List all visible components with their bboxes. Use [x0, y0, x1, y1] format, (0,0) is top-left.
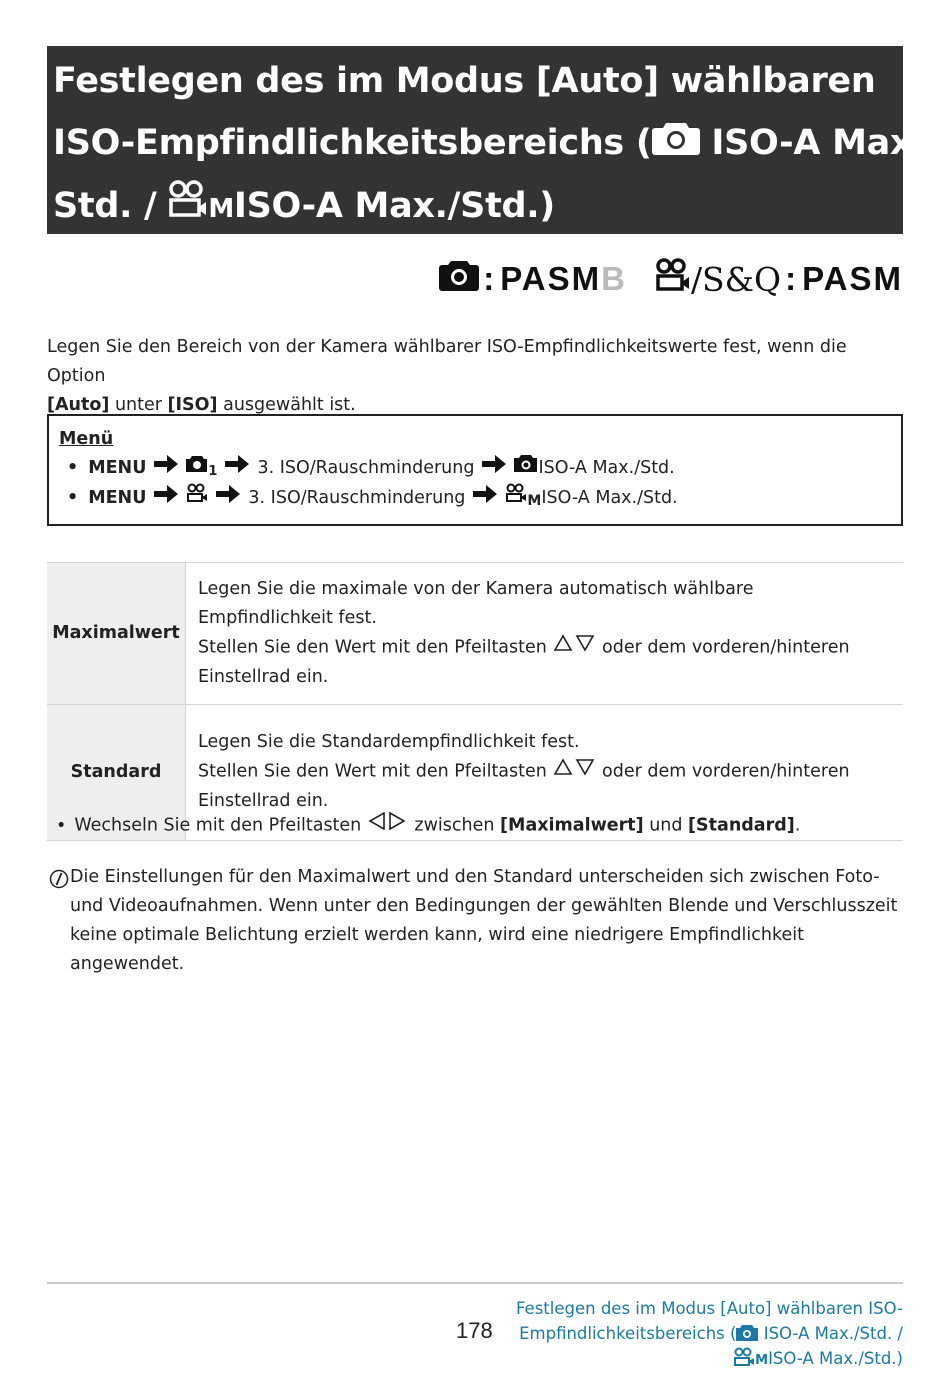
link-text[interactable]: Empfindlichkeitsbereichs (: [519, 1324, 737, 1343]
desc-line: Legen Sie die Standardempfindlichkeit fest.: [198, 732, 580, 753]
desc-line: Stellen Sie den Wert mit den Pfeiltasten: [198, 761, 553, 782]
arrow-right-icon: [216, 483, 240, 513]
arrow-right-icon: [225, 453, 249, 483]
arrow-right-icon: [154, 453, 178, 483]
page-title: [47, 46, 938, 234]
note-text: und: [643, 815, 689, 836]
footer-section-link[interactable]: [513, 1296, 903, 1373]
page-number: 178: [456, 1318, 493, 1343]
desc-line: oder dem vorderen/hinteren: [596, 637, 850, 658]
video-menu-icon: [186, 483, 208, 513]
photo-menu-icon: [186, 453, 208, 483]
link-text[interactable]: Festlegen des im Modus [Auto] wählbaren ISO-: [515, 1299, 903, 1318]
note-text: .: [794, 815, 801, 836]
option-maximalwert: [Maximalwert]: [500, 815, 644, 836]
arrow-right-icon: [482, 453, 506, 483]
photo-camera-icon: [736, 1324, 758, 1343]
option-iso: [ISO]: [167, 395, 218, 415]
caution-note: [47, 863, 907, 979]
mode-indicator: : PASM B /S&Q : PASM: [439, 256, 903, 302]
desc-line: Einstellrad ein.: [198, 666, 329, 687]
desc-line: oder dem vorderen/hinteren: [596, 761, 850, 782]
caution-text: Die Einstellungen für den Maximalwert und den Standard unterscheiden sich zwischen Foto- und Videoaufnahmen. Wenn unter den Bedingungen der gewählten Blende und Verschlusszeit keine optimale Belichtung erzielt werden kann, wird eine niedrigere Empfindlichkeit angewendet.: [70, 867, 898, 974]
menu-step: 3. ISO/Rauschminderung: [257, 458, 475, 478]
movie-camera-icon: [505, 483, 527, 513]
up-down-arrows-icon: [553, 633, 595, 662]
title-text: ISO-Empfindlichkeitsbereichs (: [53, 123, 652, 163]
photo-camera-icon: [652, 113, 700, 175]
title-text: ISO-A Max./Std.): [233, 186, 555, 226]
title-text: ISO-A Max./: [699, 123, 938, 163]
option-standard: [Standard]: [688, 815, 795, 836]
intro-text: ausgewählt ist.: [217, 395, 356, 415]
menu-target-sub: M: [527, 493, 542, 509]
arrow-right-icon: [154, 483, 178, 513]
menu-heading: Menü: [59, 429, 114, 449]
table-row: [47, 563, 903, 705]
settings-table: [47, 562, 903, 841]
title-subscript: M: [208, 194, 234, 224]
desc-line: Legen Sie die maximale von der Kamera automatisch wählbare Empfindlichkeit fest.: [198, 579, 754, 628]
title-line-3: [53, 175, 897, 240]
menu-path-row: • MENU 3. ISO/Rauschminderung M ISO-A Max./Std.: [59, 483, 891, 513]
photo-mode-icon: [439, 259, 479, 299]
photo-mode-b-disabled: B: [601, 260, 627, 297]
footer-divider: [47, 1282, 903, 1284]
link-text[interactable]: ISO-A Max./Std. /: [758, 1324, 903, 1343]
title-line-1: Festlegen des im Modus [Auto] wählbaren: [53, 61, 876, 101]
arrow-right-icon: [473, 483, 497, 513]
setting-label: Standard: [47, 704, 186, 840]
caution-icon: [49, 869, 69, 899]
menu-target: ISO-A Max./Std.: [538, 458, 675, 478]
menu-target: ISO-A Max./Std.: [541, 488, 678, 508]
bullet-note: • Wechseln Sie mit den Pfeiltasten zwischen [Maximalwert] und [Standard].: [56, 811, 800, 841]
title-text: Std. /: [53, 186, 169, 226]
menu-path-box: [47, 414, 903, 526]
video-modes: PASM: [802, 260, 903, 297]
intro-text: Legen Sie den Bereich von der Kamera wählbarer ISO-Empfindlichkeitswerte fest, wenn die Option: [47, 337, 847, 386]
note-text: zwischen: [408, 815, 501, 836]
title-line-2: [53, 112, 938, 175]
video-mode-icon: [655, 258, 691, 300]
link-subscript[interactable]: M: [755, 1353, 769, 1368]
desc-line: Einstellrad ein.: [198, 790, 329, 811]
link-text[interactable]: ISO-A Max./Std.): [768, 1349, 903, 1368]
intro-paragraph: [47, 333, 907, 420]
menu-keyword: MENU: [88, 488, 147, 508]
menu-path-row: • MENU 1 3. ISO/Rauschminderung ISO-A Max./Std.: [59, 453, 891, 483]
up-down-arrows-icon: [553, 757, 595, 786]
menu-tab-number: 1: [208, 464, 218, 479]
note-text: Wechseln Sie mit den Pfeiltasten: [74, 815, 367, 836]
movie-camera-icon: [168, 176, 208, 238]
menu-step: 3. ISO/Rauschminderung: [248, 488, 466, 508]
setting-label: Maximalwert: [47, 563, 186, 705]
photo-modes: PASM: [500, 260, 602, 297]
menu-keyword: MENU: [88, 458, 147, 478]
setting-description: [186, 563, 904, 705]
video-label: /S&Q: [690, 259, 782, 299]
movie-camera-icon: [733, 1349, 755, 1368]
option-auto: [Auto]: [47, 395, 110, 415]
photo-camera-icon: [514, 453, 538, 483]
desc-line: Stellen Sie den Wert mit den Pfeiltasten: [198, 637, 553, 658]
intro-text: unter: [109, 395, 168, 415]
left-right-arrows-icon: [368, 811, 408, 840]
